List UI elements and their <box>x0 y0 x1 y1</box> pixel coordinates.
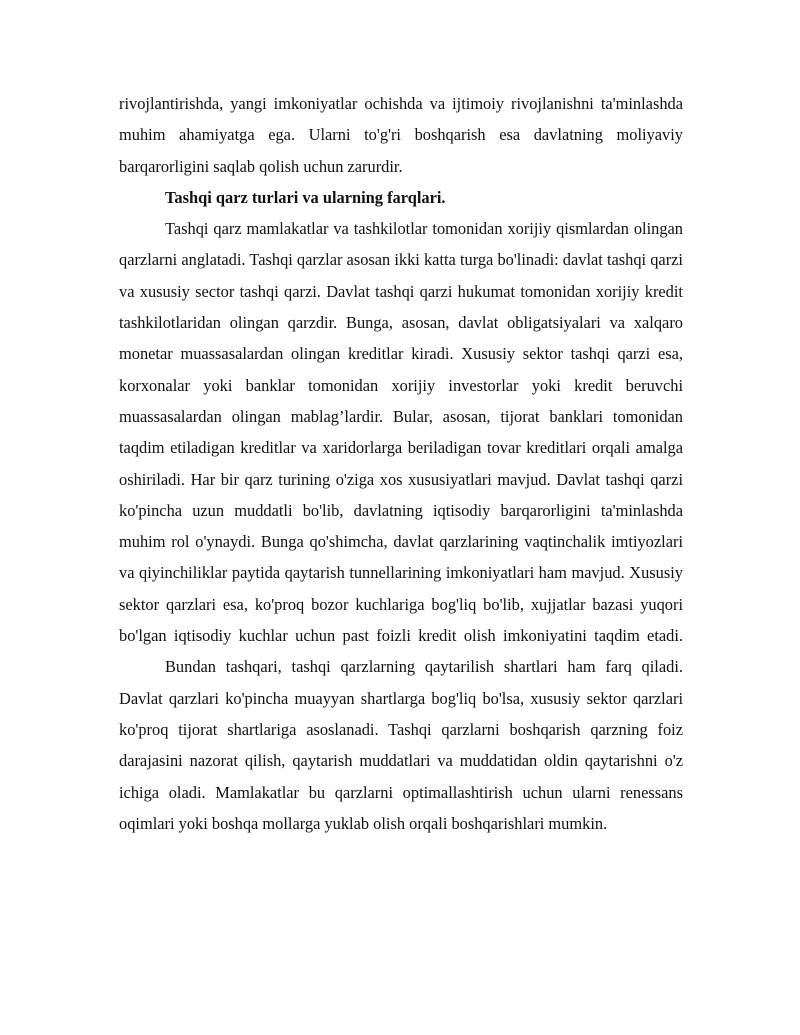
paragraph-repayment-terms: Bundan tashqari, tashqi qarzlarning qaytarilish shartlari ham farq qiladi. Davlat qarzlari ko'pincha muayyan shartlarga bog'liq bo'lsa, xususiy sektor qarzlari ko'proq tijorat shartlariga asoslanadi. Tashqi qarzlarni boshqarish qarzning foiz darajasini nazorat qilish, qaytarish muddatlari va muddatidan oldin qaytarishni o'z ichiga oladi. Mamlakatlar bu qarzlarni optimallashtirish uchun ularni renessans oqimlari yoki boshqa mollarga yuklab olish orqali boshqarishlari mumkin. <box>119 657 683 833</box>
paragraph-continuation: rivojlantirishda, yangi imkoniyatlar ochishda va ijtimoiy rivojlanishni ta'minlashda muhim ahamiyatga ega. Ularni to'g'ri boshqarish esa davlatning moliyaviy barqarorligini saqlab qolish uchun zarurdir. <box>119 94 683 176</box>
paragraph-external-debt-types: Tashqi qarz mamlakatlar va tashkilotlar tomonidan xorijiy qismlardan olingan qarzlarni anglatadi. Tashqi qarzlar asosan ikki katta turga bo'linadi: davlat tashqi qarzi va xususiy sector tashqi qarzi. Davlat tashqi qarzi hukumat tomonidan xorijiy kredit tashkilotlaridan olingan qarzdir. Bunga, asosan, davlat obligatsiyalari va xalqaro monetar muassasalardan olingan kreditlar kiradi. Xususiy sektor tashqi qarzi esa, korxonalar yoki banklar tomonidan xorijiy investorlar yoki kredit beruvchi muassasalardan olingan mablag’lardir. Bular, asosan, tijorat banklari tomonidan taqdim etiladigan kreditlar va xaridorlarga beriladigan tovar kreditlari orqali amalga oshiriladi. Har bir qarz turining o'ziga xos xususiyatlari mavjud. Davlat tashqi qarzi ko'pincha uzun muddatli bo'lib, davlatning iqtisodiy barqarorligini ta'minlashda muhim rol o'ynaydi. Bunga qo'shimcha, davlat qarzlarining vaqtinchalik imtiyozlari va qiyinchiliklar paytida qaytarish tunnellarining imkoniyatlari ham mavjud. Xususiy sektor qarzlari esa, ko'proq bozor kuchlariga bog'liq bo'lib, xujjatlar bazasi yuqori bo'lgan iqtisodiy kuchlar uchun past foizli kredit olish imkoniyatini taqdim etadi. <box>119 219 683 646</box>
document-body <box>119 88 683 839</box>
section-heading: Tashqi qarz turlari va ularning farqlari. <box>165 187 446 207</box>
